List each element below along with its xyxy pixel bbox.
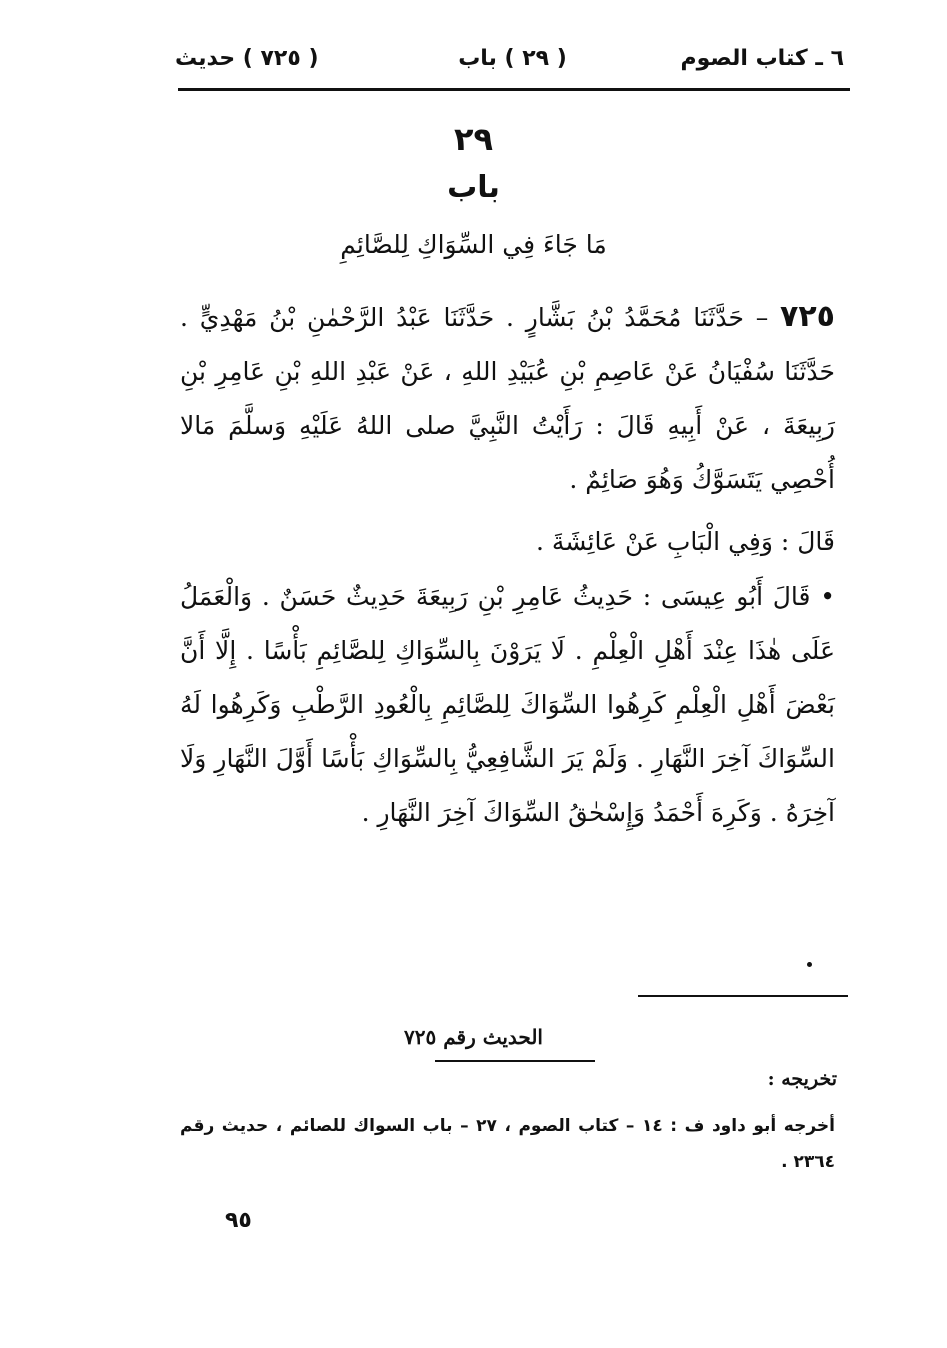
hadith-paragraph — [180, 290, 835, 507]
header-divider — [178, 88, 850, 91]
chapter-word: باب — [447, 170, 500, 205]
header-hadith-number: ( ٧٢٥ ) حديث — [175, 46, 319, 71]
footnote-title-underline — [435, 1060, 595, 1062]
hadith-text: حَدَّثَنَا مُحَمَّدُ بْنُ بَشَّارٍ . حَدَّثَنَا عَبْدُ الرَّحْمٰنِ بْنُ مَهْدِيٍّ . حَدَّثَنَا سُفْيَانُ عَنْ عَاصِمِ بْنِ عُبَيْدِ اللهِ ، عَنْ عَبْدِ اللهِ بْنِ عَامِرِ بْنِ رَبِيعَةَ ، عَنْ أَبِيهِ قَالَ : رَأَيْتُ النَّبِيَّ صلى اللهُ عَلَيْهِ وَسلَّمَ مَالا أُحْصِي يَتَسَوَّكُ وَهُوَ صَائِمٌ . — [180, 303, 835, 494]
commentary-paragraph: • قَالَ أَبُو عِيسَى : حَدِيثُ عَامِرِ بْنِ رَبِيعَةَ حَدِيثٌ حَسَنٌ . وَالْعَمَلُ عَلَى هٰذَا عِنْدَ أَهْلِ الْعِلْمِ . لَا يَرَوْنَ بِالسِّوَاكِ لِلصَّائِمِ بَأْسًا . إِلَّا أَنَّ بَعْضَ أَهْلِ الْعِلْمِ كَرِهُوا السِّوَاكَ لِلصَّائِمِ بِالْعُودِ الرَّطْبِ وَكَرِهُوا لَهُ السِّوَاكَ آخِرَ النَّهَارِ . وَلَمْ يَرَ الشَّافِعِيُّ بِالسِّوَاكِ بَأْسًا أَوَّلَ النَّهَارِ وَلَا آخِرَهُ . وَكَرِهَ أَحْمَدُ وَإِسْحٰقُ السِّوَاكَ آخِرَ النَّهَارِ . — [180, 582, 835, 827]
hadith-dash: – — [743, 303, 781, 332]
chapter-number: ٢٩ — [453, 120, 494, 158]
hadith-number: ٧٢٥ — [780, 299, 835, 334]
page-number: ٩٥ — [225, 1208, 252, 1233]
footnote-label: تخريجه : — [767, 1068, 837, 1090]
running-header — [175, 40, 850, 84]
footnote-text: أخرجه أبو داود ف : ١٤ – كتاب الصوم ، ٢٧ – باب السواك للصائم ، حديث رقم ٢٣٦٤ . — [180, 1116, 835, 1172]
header-chapter: ( ٢٩ ) باب — [458, 46, 567, 71]
qala-paragraph: قَالَ : وَفِي الْبَابِ عَنْ عَائِشَةَ . — [535, 527, 835, 556]
separator-dot — [807, 962, 812, 967]
footnote-divider — [638, 995, 848, 997]
header-book-title: ٦ ـ كتاب الصوم — [680, 46, 844, 71]
chapter-title: مَا جَاءَ فِي السِّوَاكِ لِلصَّائِمِ — [340, 230, 607, 259]
footnote-title: الحديث رقم ٧٢٥ — [404, 1025, 543, 1049]
